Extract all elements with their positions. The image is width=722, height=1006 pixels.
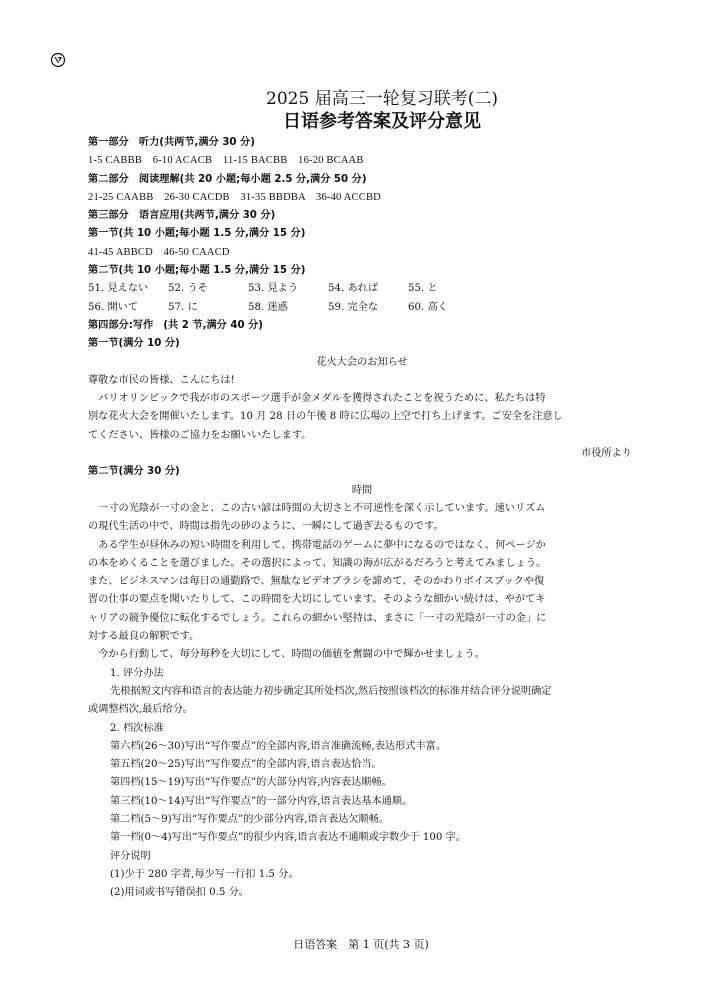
circled-symbol-icon — [50, 52, 66, 68]
essay2-line: 対する最良の解釈です。 — [88, 631, 200, 643]
answer-item: 52. うそ — [168, 283, 208, 295]
scoring-notes-heading: 评分说明 — [110, 850, 151, 862]
scoring-method-line: 或调整档次,最后给分。 — [88, 704, 194, 716]
answer-item: 56. 開いて — [88, 301, 139, 313]
answer-item: 60. 高く — [408, 301, 448, 313]
scoring-note: (1)少于 280 字者,每少写一行扣 1.5 分。 — [110, 868, 299, 880]
answer-item: 53. 見よう — [248, 283, 299, 295]
answer-item: 54. あれば — [328, 283, 379, 295]
essay1-line: 尊敬な市民の皆様、こんにちは! — [88, 374, 235, 386]
exam-title: 2025 届高三一轮复习联考(二) — [266, 89, 498, 109]
essay1-line: てください、皆様のご協力をお願いいたします。 — [88, 429, 312, 441]
essay2-line: 今から行動して、毎分毎秒を大切にして、時間の価値を奮闘の中で輝かせましょう。 — [88, 649, 485, 661]
essay2-line: の本をめくることを選びました。その選択によって、知識の海が広がるだろうと考えてみましょう。 — [88, 557, 547, 569]
scoring-level: 第三档(10～14)写出“写作要点”的一部分内容,语言表达基本通顺。 — [110, 795, 413, 807]
part4-heading: 第四部分:写作 (共 2 节,满分 40 分) — [88, 319, 263, 331]
essay1-line: 別な花火大会を開催いたします。10 月 28 日の午後 8 時に広場の上空で打ち上げます。ご安全を注意し — [88, 411, 563, 423]
page-footer: 日语答案 第 1 页(共 3 页) — [293, 938, 429, 951]
part4-section1-heading: 第一节(满分 10 分) — [88, 338, 180, 350]
essay2-title: 時間 — [351, 484, 373, 496]
essay2-line: ある学生が昼休みの短い時間を利用して、携帯電話のゲームに夢中になるのではなく、何ページか — [88, 539, 546, 551]
scoring-level: 第五档(20～25)写出“写作要点”的全部内容,语言表达恰当。 — [110, 759, 382, 771]
essay1-title: 花火大会のお知らせ — [316, 356, 408, 368]
part3-section2-heading: 第二节(共 10 小题;每小题 1.5 分,满分 15 分) — [88, 265, 306, 277]
essay1-signature: 市役所より — [581, 448, 632, 460]
part3-section1-answers: 41-45 ABBCD 46-50 CAACD — [88, 246, 230, 258]
essay1-line: パリオリンピックで我が市のスポーツ選手が金メダルを獲得されたことを祝うために、私たちは特 — [88, 393, 546, 405]
scoring-note: (2)用词或书写错误扣 0.5 分。 — [110, 887, 249, 899]
answer-item: 51. 見えない — [88, 283, 149, 295]
answer-row — [88, 299, 636, 317]
scoring-levels-heading: 2. 档次标准 — [110, 722, 164, 734]
scoring-level: 第六档(26～30)写出“写作要点”的全部内容,语言准确流畅,表达形式丰富。 — [110, 740, 447, 752]
scoring-level: 第四档(15～19)写出“写作要点”的大部分内容,内容表达顺畅。 — [110, 777, 392, 789]
scoring-method-line: 先根据短文内容和语言的表达能力初步确定其所处档次,然后按照该档次的标准并结合评分说明确定 — [100, 685, 552, 697]
scoring-level: 第一档(0～4)写出“写作要点”的很少内容,语言表达不通顺或字数少于 100 字。 — [110, 832, 466, 844]
part2-answers: 21-25 CAABB 26-30 CACDB 31-35 BBDBA 36-40 ACCBD — [88, 191, 381, 203]
essay2-line: また、ビジネスマンは毎日の通勤路で、無駄なビデオブラシを諦めて、そのかわりボイスブックや復 — [88, 576, 545, 588]
part3-section1-heading: 第一节(共 10 小题;每小题 1.5 分,满分 15 分) — [88, 228, 306, 240]
part2-heading: 第二部分 阅读理解(共 20 小题;每小题 2.5 分,满分 50 分) — [88, 173, 367, 185]
essay2-line: の現代生活の中で、時間は指先の砂のように、一瞬にして過ぎ去るものです。 — [88, 521, 444, 533]
part3-heading: 第三部分 语言应用(共两节,满分 30 分) — [88, 210, 276, 222]
page-title: 日语参考答案及评分意见 — [283, 111, 481, 132]
answer-item: 55. と — [408, 283, 438, 295]
answer-sheet — [88, 88, 636, 902]
essay2-line: ャリアの競争優位に転化するでしょう。これらの細かい堅持は、まさに「一寸の光陰が一寸の金」に — [88, 612, 547, 624]
part4-section2-heading: 第二节(满分 30 分) — [88, 466, 180, 478]
essay2-line: 習の仕事の要点を聞いたりして、この時間を大切にしています。そのような細かい続けは、やがてキ — [88, 594, 546, 606]
answer-row — [88, 280, 636, 298]
part1-heading: 第一部分 听力(共两节,满分 30 分) — [88, 137, 255, 148]
answer-item: 59. 完全な — [328, 301, 379, 313]
answer-item: 57. に — [168, 301, 198, 313]
part1-answers: 1-5 CABBB 6-10 ACACB 11-15 BACBB 16-20 BCAAB — [88, 155, 364, 167]
scoring-method-heading: 1. 评分办法 — [110, 667, 164, 679]
essay2-line: 一寸の光陰が一寸の金と、この古い諺は時間の大切さと不可逆性を深く示しています。速いリズム — [88, 502, 546, 514]
scoring-level: 第二档(5～9)写出“写作要点”的少部分内容,语言表达欠顺畅。 — [110, 813, 390, 825]
answer-item: 58. 迷惑 — [248, 301, 288, 313]
